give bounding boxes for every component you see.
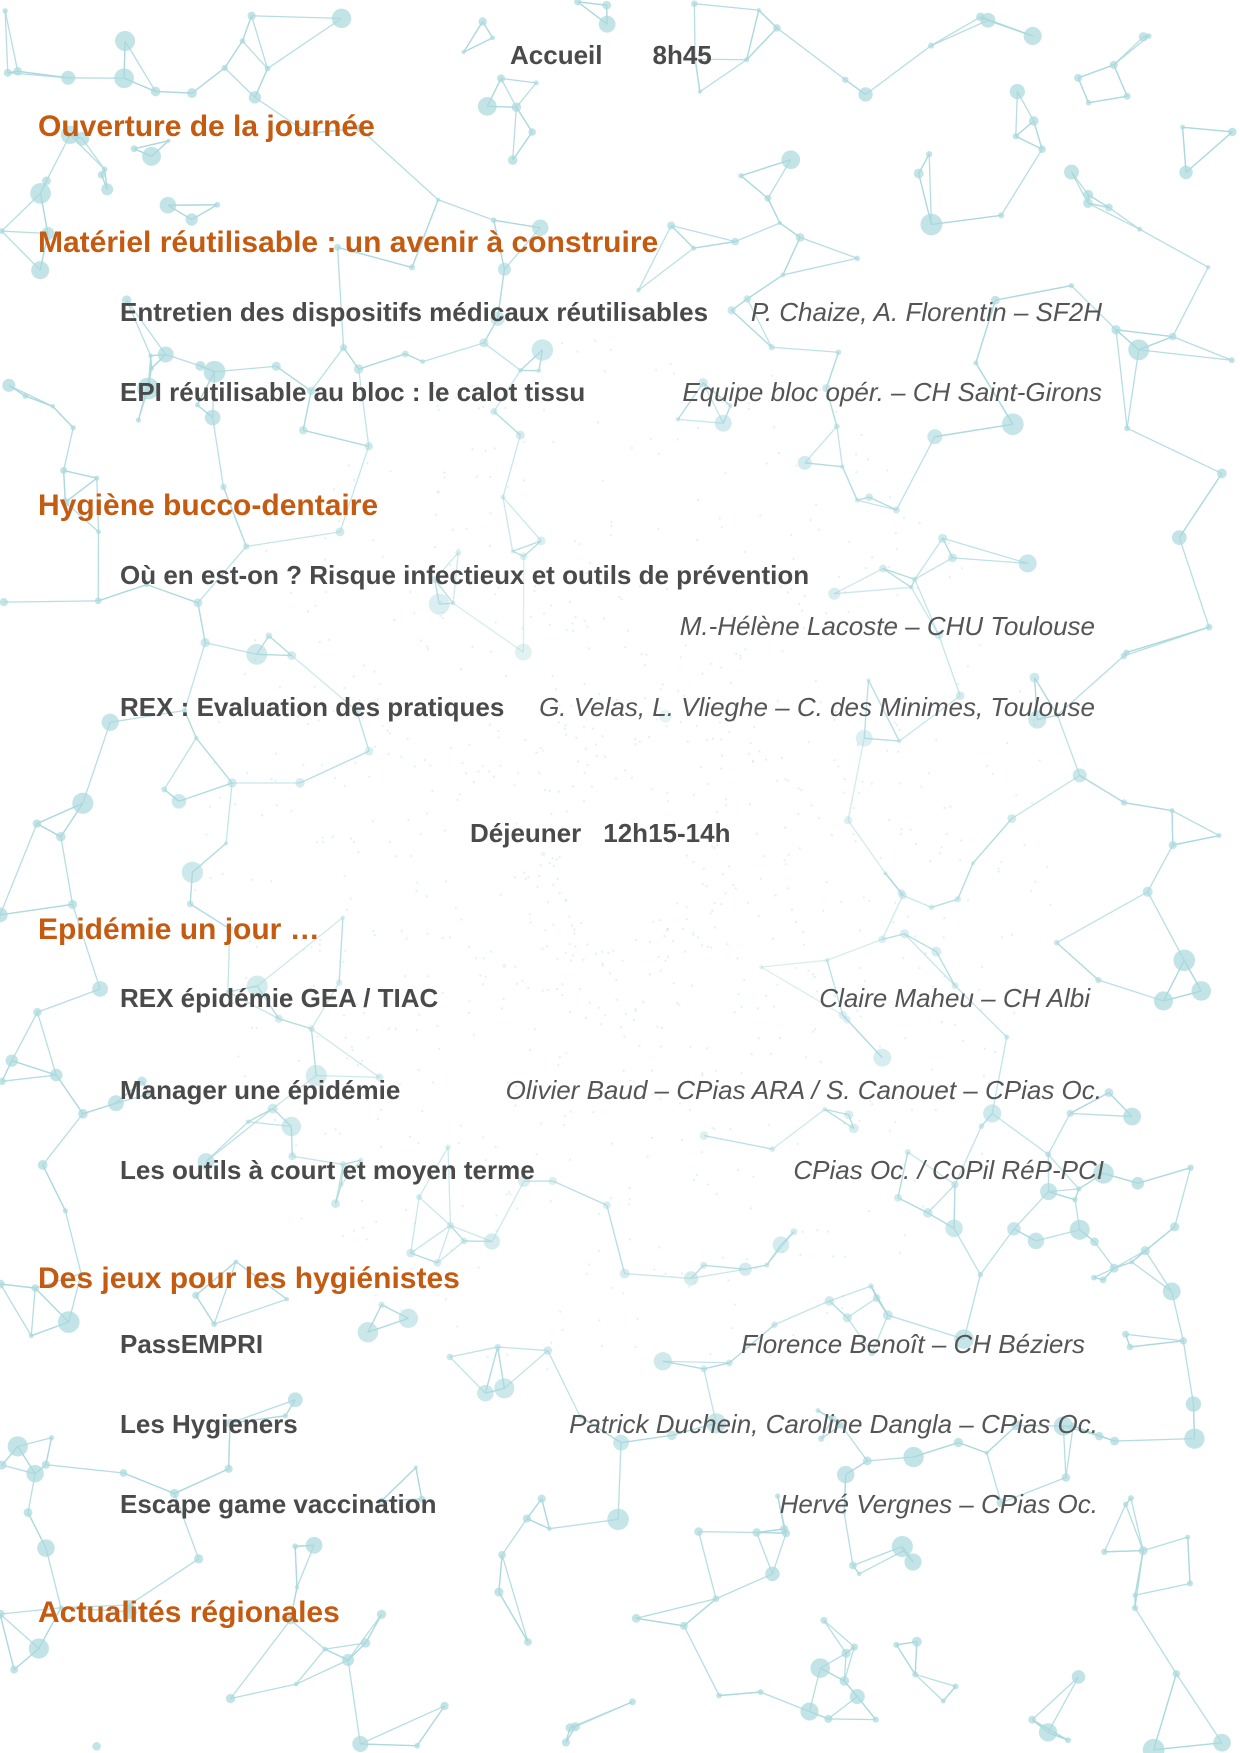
talk-title: Manager une épidémie [120, 1075, 401, 1105]
talk-speaker: Patrick Duchein, Caroline Dangla – CPias Oc. [569, 1409, 1098, 1439]
dejeuner-line [470, 818, 730, 849]
dejeuner-label: Déjeuner [470, 818, 582, 848]
talk-speaker: CPias Oc. / CoPil RéP-PCI [793, 1155, 1104, 1185]
accueil-line [510, 40, 712, 71]
talk-speaker: Equipe bloc opér. – CH Saint-Girons [682, 377, 1102, 407]
section-heading-jeux: Des jeux pour les hygiénistes [38, 1262, 460, 1295]
talk-speaker: G. Velas, L. Vlieghe – C. des Minimes, Toulouse [539, 692, 1095, 722]
accueil-time: 8h45 [652, 40, 712, 70]
talk-title: Escape game vaccination [120, 1489, 437, 1519]
talk-speaker: Hervé Vergnes – CPias Oc. [779, 1489, 1098, 1519]
talk-title: EPI réutilisable au bloc : le calot tissu [120, 377, 586, 407]
talk-title: REX : Evaluation des pratiques [120, 692, 505, 722]
talk-title: REX épidémie GEA / TIAC [120, 983, 439, 1013]
section-heading-epidemie: Epidémie un jour … [38, 913, 320, 946]
talk-speaker: Olivier Baud – CPias ARA / S. Canouet – CPias Oc. [505, 1075, 1102, 1105]
talk-speaker: Florence Benoît – CH Béziers [741, 1329, 1085, 1359]
talk-title: Où en est-on ? Risque infectieux et outils de prévention [120, 560, 810, 590]
talk-speaker: P. Chaize, A. Florentin – SF2H [750, 297, 1102, 327]
dejeuner-time: 12h15-14h [603, 818, 731, 848]
accueil-label: Accueil [510, 40, 603, 70]
talk-speaker: M.-Hélène Lacoste – CHU Toulouse [679, 611, 1095, 641]
talk-title: Les outils à court et moyen terme [120, 1155, 535, 1185]
section-heading-materiel: Matériel réutilisable : un avenir à construire [38, 226, 659, 259]
talk-speaker: Claire Maheu – CH Albi [819, 983, 1090, 1013]
talk-title: Entretien des dispositifs médicaux réutilisables [120, 297, 709, 327]
talk-title: Les Hygieners [120, 1409, 298, 1439]
section-heading-ouverture: Ouverture de la journée [38, 110, 375, 143]
section-heading-hygiene-bucco: Hygiène bucco-dentaire [38, 489, 379, 522]
section-heading-actualites: Actualités régionales [38, 1596, 340, 1629]
talk-title: PassEMPRI [120, 1329, 264, 1359]
